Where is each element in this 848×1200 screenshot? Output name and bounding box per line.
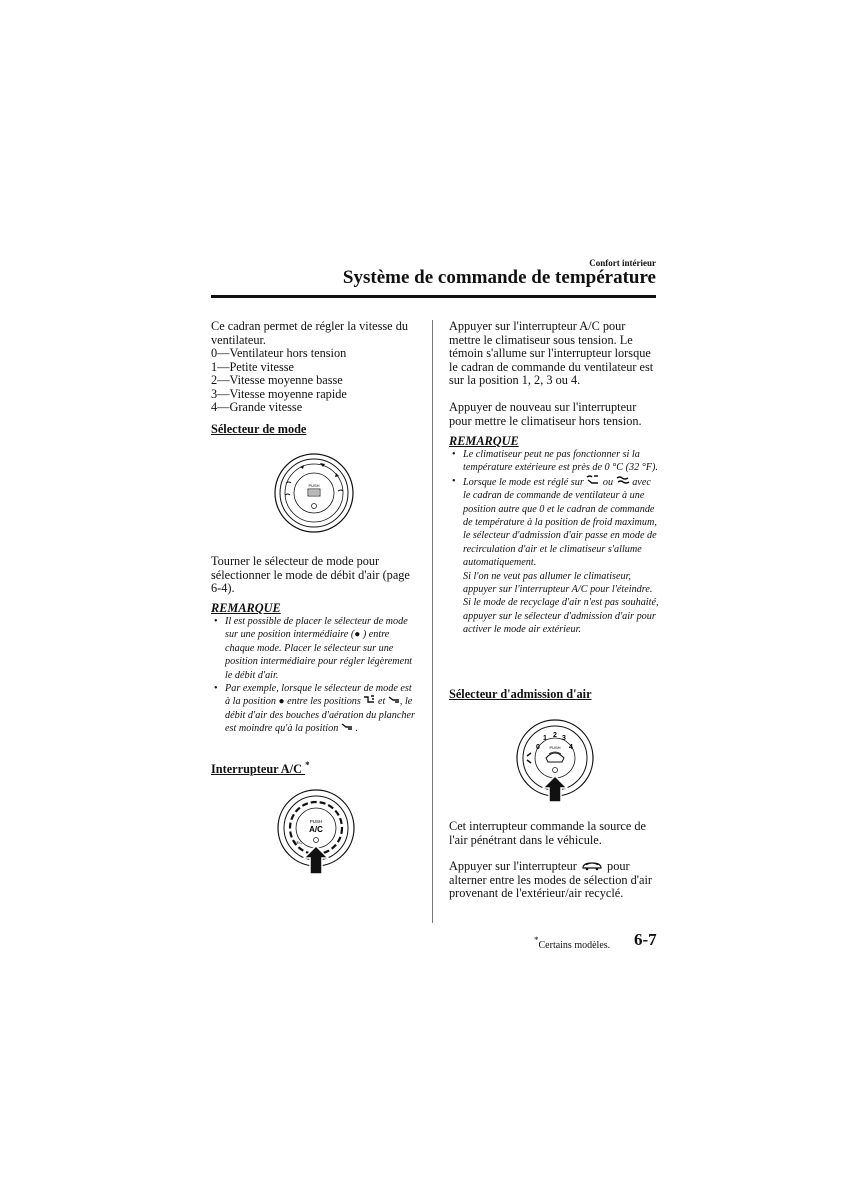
- footer-note: [534, 935, 610, 951]
- left-note-item-2: [211, 682, 416, 736]
- defrost-mode-icon: [616, 475, 630, 485]
- ac-switch-heading-text: Interrupteur A/C: [211, 762, 302, 776]
- ac-description-1: Appuyer sur l'interrupteur A/C pour mettre le climatiseur sous tension. Le témoin s'allume sur l'interrupteur lorsque le cadran de commande du ventilateur est sur la position 1, 2, 3 ou 4.: [449, 319, 654, 387]
- fan-speed-3: 3—Vitesse moyenne rapide: [211, 386, 347, 401]
- ac-dial-push-label: PUSH: [309, 819, 323, 824]
- fan-dial-position-1: 1: [543, 735, 547, 742]
- ac-model-star: *: [305, 760, 310, 770]
- fan-dial-position-3: 3: [562, 735, 566, 742]
- air-intake-heading: Sélecteur d'admission d'air: [449, 687, 592, 701]
- right-note2-part-e: Si le mode de recyclage d'air n'est pas souhaité, appuyer sur le sélecteur d'admission d'air pour activer le mode air extérieur.: [463, 597, 659, 636]
- air-intake-text-2-b: pour alterner entre les modes de sélection d'air provenant de l'extérieur/air recyclé.: [449, 859, 652, 900]
- bullet: •: [452, 449, 456, 460]
- title-rule: [211, 295, 656, 298]
- bi-level-mode-icon: [363, 695, 375, 704]
- left-note-block: [211, 615, 416, 736]
- intermediate-dot-icon: ●: [278, 696, 285, 708]
- ac-switch-heading: [211, 758, 310, 776]
- ac-switch-illustration: [276, 788, 356, 878]
- left-note2-part-e: .: [355, 723, 358, 735]
- air-intake-illustration: [507, 718, 603, 804]
- left-note2-part-a: Par exemple, lorsque le sélecteur de mode est à la position: [225, 683, 412, 708]
- right-note2-part-d: Si l'on ne veut pas allumer le climatiseur, appuyer sur l'interrupteur A/C pour l'éteindre.: [463, 570, 653, 596]
- right-note-block: [449, 448, 659, 637]
- floor-defrost-mode-icon: [586, 475, 600, 485]
- right-note-item-1: [449, 448, 659, 475]
- air-intake-text-2-a: Appuyer sur l'interrupteur: [449, 859, 577, 873]
- ac-description-2: Appuyer de nouveau sur l'interrupteur pour mettre le climatiseur hors tension.: [449, 400, 642, 428]
- left-note2-part-b: entre les positions: [287, 696, 361, 708]
- mode-dial-push-label: PUSH: [308, 483, 320, 488]
- right-note2-part-c: avec le cadran de commande de ventilateur à une position autre que 0 et le cadran de commande de température à la position de froid maximum, le sélecteur d'admission d'air passe en mode de recirculation d'air et le climatiseur s'allume automatiquement.: [463, 476, 657, 569]
- fan-speed-block: [211, 320, 416, 415]
- air-intake-text-1: Cet interrupteur commande la source de l'air pénétrant dans le véhicule.: [449, 819, 647, 847]
- recirculation-car-icon: [580, 860, 604, 871]
- intermediate-dot-icon: ●: [354, 629, 361, 641]
- left-note2-part-d: , le débit d'air des bouches d'aération du plancher est moindre qu'à la position: [225, 696, 415, 735]
- fan-speed-0: 0—Ventilateur hors tension: [211, 346, 347, 360]
- left-note1-part-a: Il est possible de placer le sélecteur de mode sur une position intermédiaire (: [225, 616, 408, 641]
- fan-intro-text: Ce cadran permet de régler la vitesse du ventilateur.: [211, 319, 409, 347]
- section-label: Confort intérieur: [589, 258, 656, 268]
- left-note-heading: REMARQUE: [211, 601, 281, 615]
- page-title: Système de commande de température: [342, 267, 656, 288]
- fan-speed-2: 2—Vitesse moyenne basse: [211, 373, 343, 387]
- fan-dial-position-2: 2: [553, 732, 557, 739]
- mode-selector-heading: Sélecteur de mode: [211, 422, 307, 436]
- right-note2-part-a: Lorsque le mode est réglé sur: [463, 476, 584, 488]
- fan-speed-4: 4—Grande vitesse: [211, 400, 303, 414]
- right-note1-text: Le climatiseur peut ne pas fonctionner si la température extérieure est près de 0 °C (32 °F).: [463, 449, 658, 474]
- bullet: •: [214, 683, 218, 695]
- ac-dial-ac-label: A/C: [309, 825, 323, 834]
- column-divider: [432, 320, 433, 923]
- fan-dial-position-4: 4: [569, 744, 573, 751]
- floor-mode-icon: [388, 695, 400, 704]
- mode-selector-text: Tourner le sélecteur de mode pour sélectionner le mode de débit d'air (page 6-4).: [211, 554, 410, 595]
- air-intake-text-2: [449, 860, 659, 901]
- bullet: •: [214, 616, 218, 627]
- right-note2-part-b: ou: [602, 476, 614, 488]
- footer-note-text: Certains modèles.: [538, 940, 611, 951]
- ac-dial-rec-label: REC: [293, 840, 303, 845]
- mode-selector-illustration: [266, 453, 362, 533]
- right-note-item-2: [449, 475, 659, 637]
- intake-dial-push-label: PUSH: [549, 745, 561, 750]
- page-number: 6-7: [634, 930, 657, 949]
- left-note-item-1: [211, 615, 416, 682]
- fan-dial-position-0: 0: [536, 744, 540, 751]
- left-note2-part-c: et: [377, 696, 386, 708]
- left-note1-part-b: ) entre chaque mode. Placer le sélecteur sur une position intermédiaire pour régler légèrement le débit d'air.: [225, 629, 413, 681]
- footer-star: *: [534, 935, 539, 945]
- floor-mode-icon: [341, 722, 353, 731]
- right-note-heading: REMARQUE: [449, 434, 519, 448]
- fan-speed-1: 1—Petite vitesse: [211, 359, 294, 374]
- bullet: •: [452, 475, 456, 487]
